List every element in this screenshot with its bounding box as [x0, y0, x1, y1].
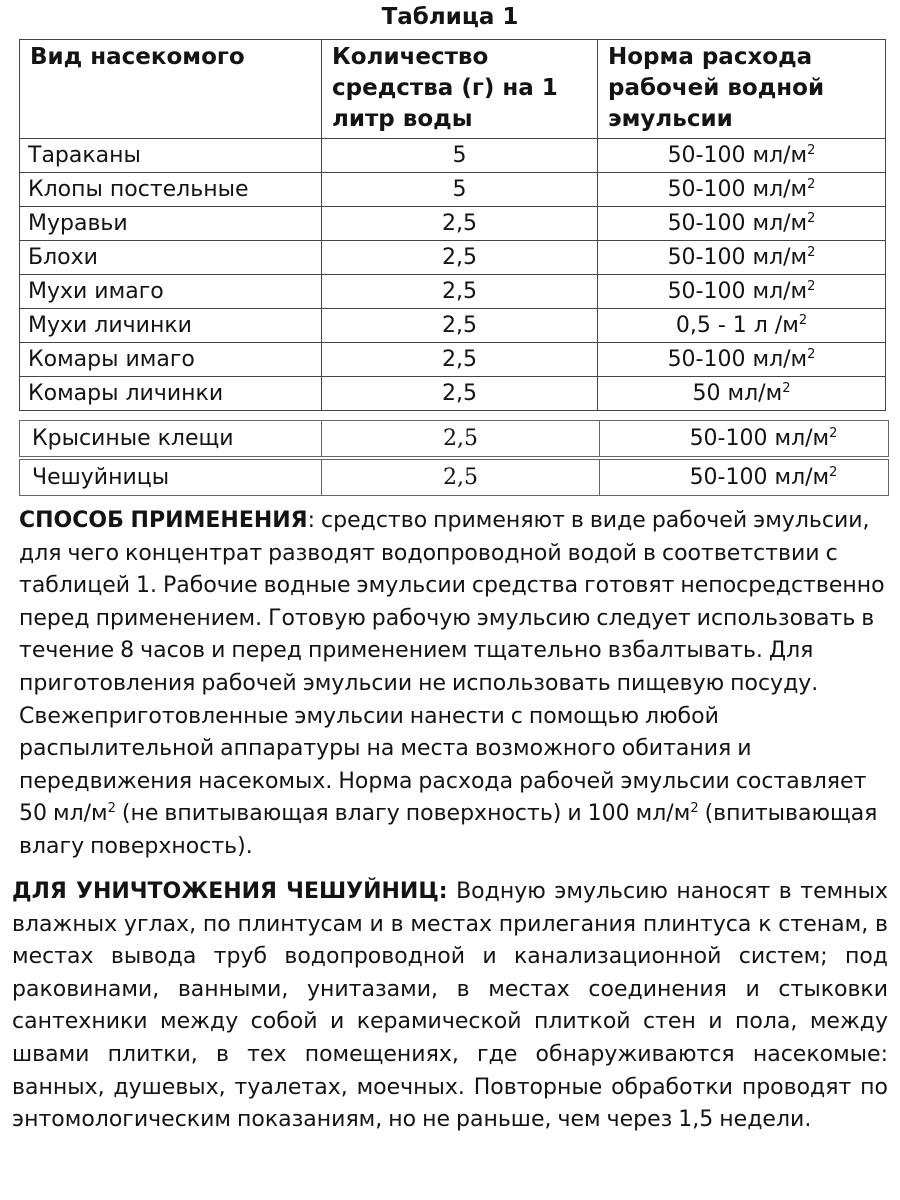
method-text: (не впитывающая влагу поверхность) и 100 мл/м	[115, 801, 691, 827]
amount-cell: 2,5	[322, 421, 600, 457]
rate-value: 50 мл/м	[692, 381, 783, 406]
rate-superscript: 2	[798, 313, 808, 328]
method-superscript: 2	[107, 801, 116, 817]
rate-superscript: 2	[782, 381, 791, 396]
rate-superscript: 2	[807, 211, 816, 226]
rate-value: 50-100 мл/м	[689, 426, 830, 451]
table-row	[20, 241, 886, 275]
table-row	[20, 309, 886, 343]
rate-superscript: 2	[829, 426, 838, 441]
rate-value: 0,5 - 1 л /м	[675, 313, 799, 338]
method-text: : средство применяют в виде рабочей эмульсии, для чего концентрат разводят водопроводной водой в соответствии с таблицей 1. Рабочие водные эмульсии средства готовят непосредственно перед применением. Готовую рабочую эмульсию следует использовать в течение 8 часов и перед применением тщательно взбалтывать. Для приготовления рабочей эмульсии не использовать пищевую посуду. Свежеприготовленные эмульсии нанести с помощью любой распылительной аппаратуры на места возможного обитания и передвижения насекомых. Норма расхода рабочей эмульсии составляет 50 мл/м	[19, 508, 885, 827]
silverfish-paragraph	[12, 876, 888, 1137]
insect-cell: Тараканы	[20, 139, 322, 173]
rate-value: 50-100 мл/м	[667, 143, 808, 168]
method-paragraph	[19, 505, 887, 864]
extra-row-table	[19, 459, 889, 496]
insect-cell: Крысиные клещи	[20, 421, 322, 457]
rate-superscript: 2	[807, 245, 816, 260]
rate-cell	[598, 139, 886, 173]
rate-cell	[598, 377, 886, 411]
rate-value: 50-100 мл/м	[667, 279, 808, 304]
table-row	[20, 343, 886, 377]
amount-cell: 2,5	[322, 460, 600, 496]
rate-cell	[598, 207, 886, 241]
rate-value: 50-100 мл/м	[689, 465, 830, 490]
rate-value: 50-100 мл/м	[667, 347, 808, 372]
rate-value: 50-100 мл/м	[667, 245, 808, 270]
amount-cell: 2,5	[322, 275, 598, 309]
table-row	[20, 139, 886, 173]
rate-cell	[598, 241, 886, 275]
table-row	[20, 460, 889, 496]
insect-cell: Блохи	[20, 241, 322, 275]
insect-cell: Мухи личинки	[20, 309, 322, 343]
silverfish-heading: ДЛЯ УНИЧТОЖЕНИЯ ЧЕШУЙНИЦ:	[12, 879, 448, 904]
table-row	[20, 207, 886, 241]
insect-cell: Клопы постельные	[20, 173, 322, 207]
rate-value: 50-100 мл/м	[667, 211, 808, 236]
rate-value: 50-100 мл/м	[667, 177, 808, 202]
rate-cell	[598, 343, 886, 377]
amount-cell: 2,5	[322, 377, 598, 411]
insect-cell: Чешуйницы	[20, 460, 322, 496]
header-rate: Норма расхода рабочей водной эмульсии	[598, 40, 886, 139]
method-text: (впитывающая влагу поверхность).	[19, 801, 878, 859]
rate-superscript: 2	[807, 279, 816, 294]
dosage-table	[19, 39, 886, 411]
rate-superscript: 2	[829, 465, 838, 480]
amount-cell: 2,5	[322, 207, 598, 241]
insect-cell: Мухи имаго	[20, 275, 322, 309]
insect-cell: Комары личинки	[20, 377, 322, 411]
table-row	[20, 377, 886, 411]
insect-cell: Комары имаго	[20, 343, 322, 377]
method-heading: СПОСОБ ПРИМЕНЕНИЯ	[19, 508, 308, 533]
header-amount: Количество средства (г) на 1 литр воды	[322, 40, 598, 139]
rate-cell	[600, 460, 889, 496]
extra-row-table	[19, 420, 889, 457]
method-superscript: 2	[690, 801, 699, 817]
amount-cell: 5	[322, 173, 598, 207]
rate-cell	[598, 309, 886, 343]
amount-cell: 2,5	[322, 343, 598, 377]
insect-cell: Муравьи	[20, 207, 322, 241]
rate-superscript: 2	[807, 177, 816, 192]
table-header-row	[20, 40, 886, 139]
header-insect: Вид насекомого	[20, 40, 322, 139]
table-row	[20, 173, 886, 207]
rate-superscript: 2	[807, 143, 816, 158]
rate-cell	[598, 275, 886, 309]
rate-cell	[600, 421, 889, 457]
amount-cell: 5	[322, 139, 598, 173]
table-title: Таблица 1	[381, 4, 519, 30]
table-row	[20, 421, 889, 457]
rate-cell	[598, 173, 886, 207]
table-row	[20, 275, 886, 309]
amount-cell: 2,5	[322, 241, 598, 275]
amount-cell: 2,5	[322, 309, 598, 343]
rate-superscript: 2	[807, 347, 816, 362]
silverfish-text: Водную эмульсию наносят в темных влажных углах, по плинтусам и в местах прилегания плинтуса к стенам, в местах вывода труб водопроводной и канализационной систем; под раковинами, ванными, унитазами, в местах соединения и стыковки сантехники между собой и керамической плиткой стен и пола, между швами плитки, в тех помещениях, где обнаруживаются насекомые: ванных, душевых, туалетах, моечных. Повторные обработки проводят по энтомологическим показаниям, но не раньше, чем через 1,5 недели.	[12, 879, 888, 1133]
